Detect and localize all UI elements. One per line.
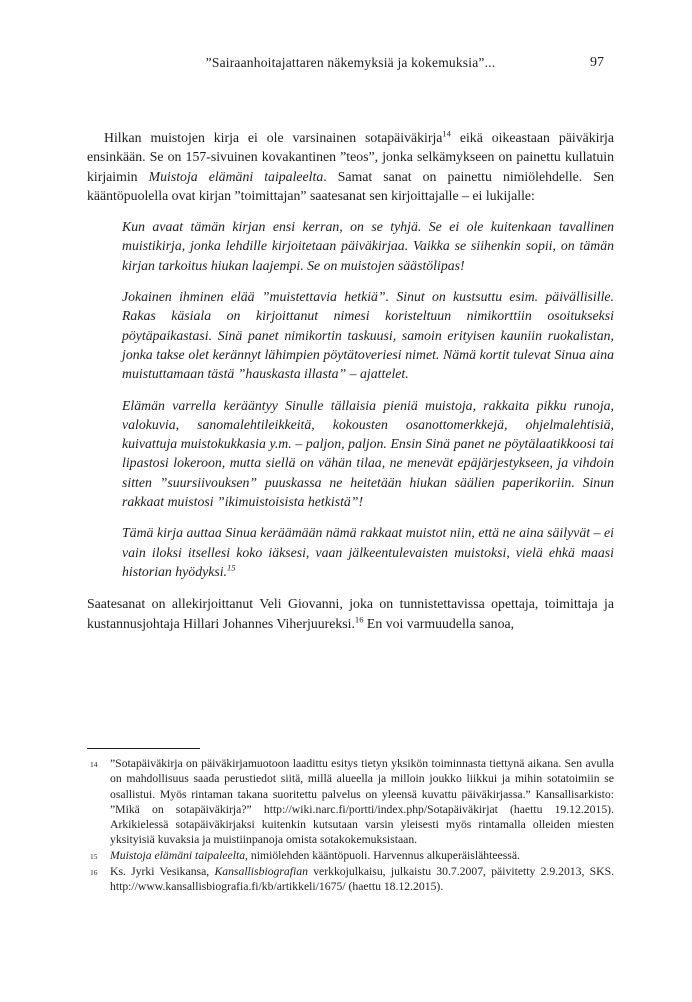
intro-paragraph: Hilkan muistojen kirja ei ole varsinainen sotapäiväkirja$^{14}$ eikä oikeastaan päiväkirja ensinkään. Se on 157-sivuinen kovakantinen ”teos”, jonka selkämykseen on painettu kullatuin kirjaimin Muistoja elämäni taipaleelta. Samat sanat on painettu nimiölehdelle. Sen kääntöpuolella ovat kirjan ”toimittajan” saatesanat sen kirjoittajalle – ei lukijalle:: [87, 128, 614, 203]
running-title: ”Sairaanhoitajattaren näkemyksiä ja kokemuksia”...: [205, 55, 496, 70]
footnote-number: 15: [90, 851, 98, 861]
quote-block-3: Elämän varrella kerääntyy Sinulle tällaisia pieniä muistoja, rakkaita pikku runoja, valokuvia, sanomalehtileikkeitä, kokousten osanottomerkkejä, ohjelmalehtisiä, kuivattuja muistokukkasia y.m. – paljon, paljon. Ensin Sinä panet ne pöytälaatikkoosi tai lipastosi lokeroon, mutta siellä on vähän tilaa, ne menevät epäjärjestykseen, ja vihdoin sitten ”suursiivouksen” puuskassa ne heitetään hiukan säälien paperikoriin. Sinun rakkaat muistosi ”ikimuistoisista hetkistä”!: [122, 397, 614, 510]
footnote-area: [87, 748, 614, 895]
page-number: 97: [590, 55, 604, 70]
quote-block-1: Kun avaat tämän kirjan ensi kerran, on se tyhjä. Se ei ole kuitenkaan tavallinen muistikirja, jonka lehdille kirjoitetaan päiväkirjaa. Vaikka se siihenkin sopii, on tämän kirjan tarkoitus hiukan laajempi. Se on muistojen säästölipas!: [122, 219, 614, 273]
footnote-text: Muistoja elämäni taipaleelta, nimiölehden kääntöpuoli. Harvennus alkuperäislähteessä.: [110, 848, 520, 862]
closing-paragraph: Saatesanat on allekirjoittanut Veli Giovanni, joka on tunnistettavissa opettaja, toimittaja ja kustannusjohtaja Hillari Johannes Viherjuureksi.$^{16}$ En voi varmuudella sanoa,: [87, 596, 614, 631]
footnote-number: 16: [90, 868, 98, 878]
footnote-text: Ks. Jyrki Vesikansa, Kansallisbiografian verkkojulkaisu, julkaistu 30.7.2007, päivitetty 2.9.2013, SKS. http://www.kansallisbiografia.fi/kb/artikkeli/1675/ (haettu 18.12.2015).: [110, 865, 614, 894]
page-header: [87, 53, 614, 72]
footnote: [87, 864, 614, 895]
footnote-number: 14: [90, 760, 98, 769]
body-text: [87, 128, 614, 633]
quote-block-4: Tämä kirja auttaa Sinua keräämään nämä rakkaat muistot niin, että ne aina säilyvät – ei vain iloksi itsellesi koko iäksesi, vaan jälkeentulevaisten muistoksi, vielä ehkä maasi historian hyödyksi.$^{15}$: [122, 525, 614, 579]
footnote-text: ”Sotapäiväkirja on päiväkirjamuotoon laadittu esitys tietyn yksikön toiminnasta tiettynä aikana. Sen avulla on mahdollisuus saada perustiedot siitä, millä alueella ja milloin joukko liikkui ja mihin sotatoimiin se osallistui. Myös rintaman takana suoritettu palvelus on yleensä kuvattu päiväkirjassa.” Kansallisarkisto: ”Mikä on sotapäiväkirja?” http://wiki.narc.fi/portti/index.php/Sotapäiväkirjat (haettu 19.12.2015). Arkikielessä sotapäiväkirjaksi kuitenkin kutsutaan varsin yleisesti myös rintamalla olleiden miesten yksityisiä kuvaksia ja muistiinpanoja omista sotakokemuksistaan.: [110, 757, 614, 847]
quote-block-2: Jokainen ihminen elää ”muistettavia hetkiä”. Sinut on kustsuttu esim. päivällisille. Rakas käsiala on kirjoittanut nimesi koristeltuun nimikorttiin osoitukseksi pöytäpaikastasi. Sinä panet nimikortin taskuusi, samoin erityisen kauniin ruokalistan, jonka takse olet kerännyt lähimpien pöytätoveriesi nimet. Nämä kortit tulevat Sinua aina muistuttamaan tästä ”hauskasta illasta” – ajattelet.: [122, 289, 614, 382]
footnote-separator: [87, 748, 200, 749]
footnote: [87, 848, 614, 864]
text-block: [87, 0, 614, 633]
footnote: [87, 756, 614, 848]
